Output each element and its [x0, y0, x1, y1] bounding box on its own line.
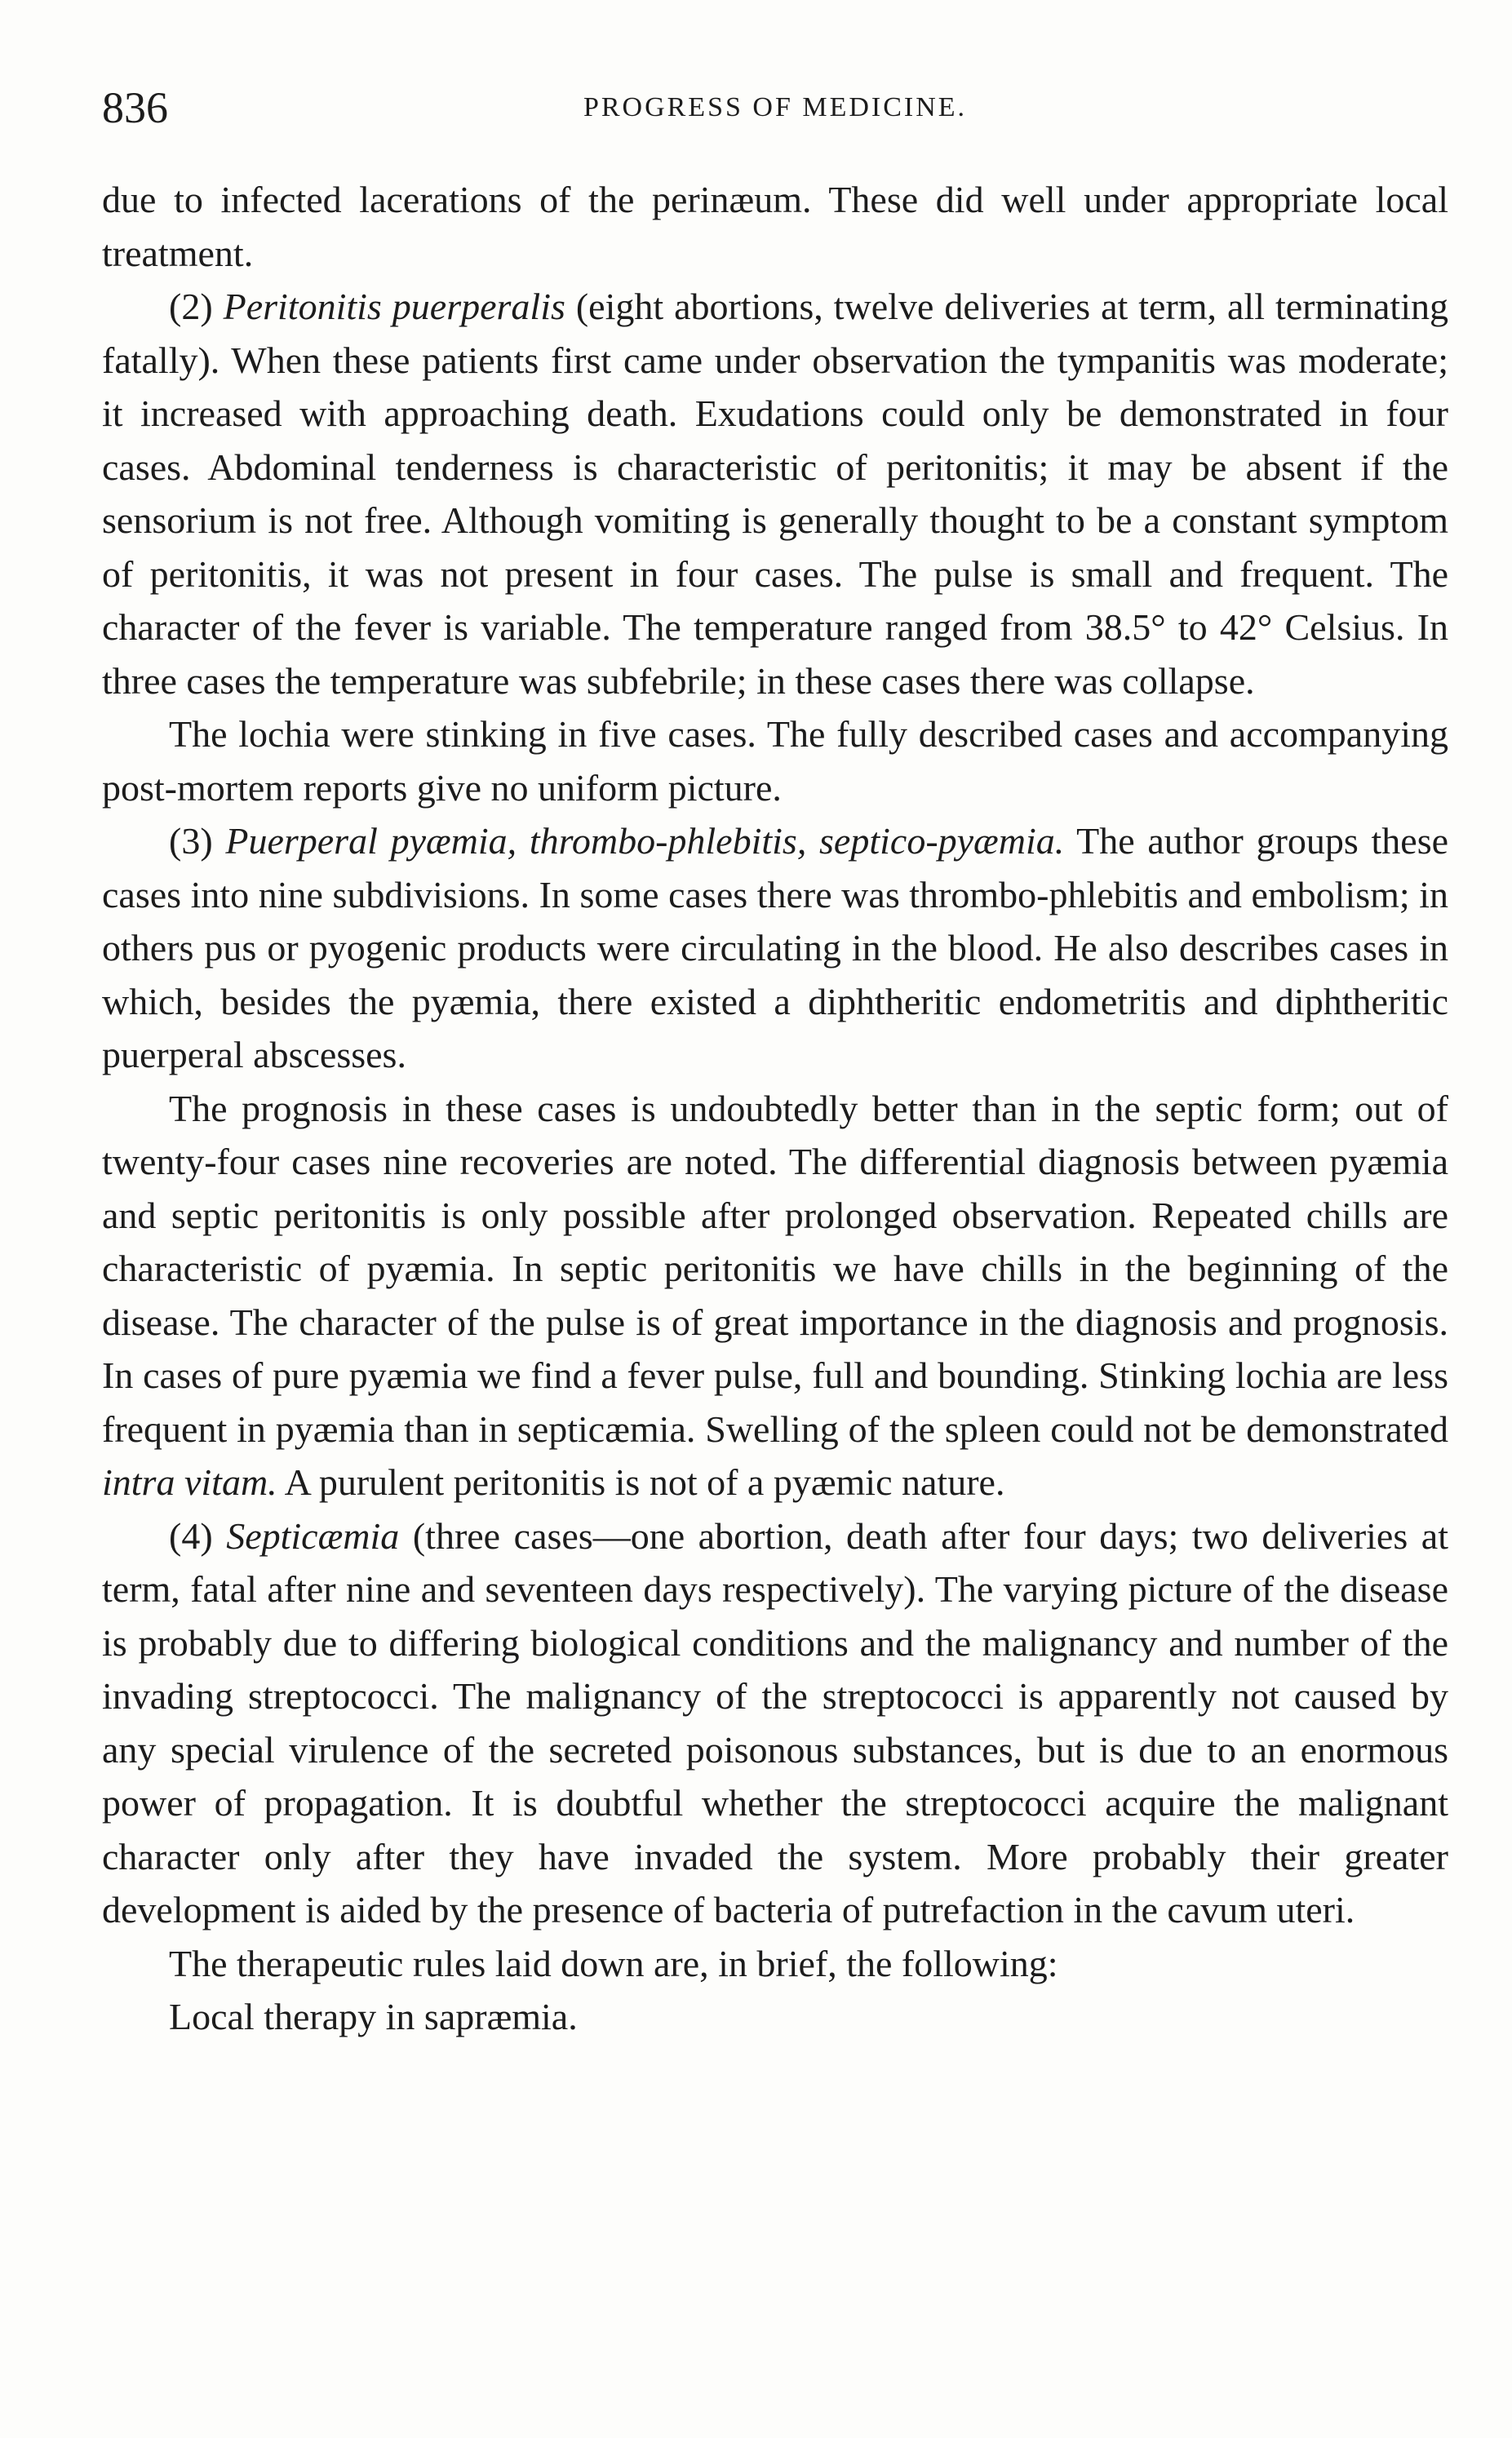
paragraph-text: The author groups these cases into nine subdivisions. In some cases there was thrombo-phlebitis and embolism; in others pus or pyogenic products were circulating in the blood. He also describes cases in which, besides the pyæmia, there existed a diphtheritic endometritis and diphtheritic puerperal abscesses.: [102, 820, 1449, 1075]
paragraph-2: [102, 280, 1448, 707]
paragraph-5: [102, 1082, 1448, 1509]
paragraph-8: Local therapy in sapræmia.: [169, 1996, 578, 2037]
paragraph-3: The lochia were stinking in five cases. The fully described cases and accompanying post-mortem reports give no uniform picture.: [102, 713, 1448, 809]
section-number: (2): [169, 286, 224, 327]
page-number: 836: [102, 83, 168, 132]
paragraph-text: A purulent peritonitis is not of a pyæmic nature.: [277, 1461, 1005, 1503]
running-head: PROGRESS OF MEDICINE.: [583, 92, 968, 122]
section-title: Puerperal pyæmia, thrombo-phlebitis, septico-pyæmia.: [225, 820, 1065, 862]
paragraph-7: The therapeutic rules laid down are, in brief, the following:: [169, 1942, 1058, 1984]
latin-phrase: intra vitam.: [102, 1461, 277, 1503]
section-title: Peritonitis puerperalis: [223, 286, 565, 327]
paragraph-text: (eight abortions, twelve deliveries at term, all terminating fatally). When these patients first came under observation the tympanitis was moderate; it increased with approaching death. Exudations could only be demonstrated in four cases. Abdominal tenderness is characteristic of peritonitis; it may be absent if the sensorium is not free. Although vomiting is generally thought to be a constant symptom of peritonitis, it was not present in four cases. The pulse is small and frequent. The character of the fever is variable. The temperature ranged from 38.5° to 42° Celsius. In three cases the temperature was subfebrile; in these cases there was collapse.: [102, 286, 1448, 702]
section-number: (3): [169, 820, 226, 862]
paragraph-1: due to infected lacerations of the perinæum. These did well under appropriate local treatment.: [102, 179, 1448, 274]
section-title: Septicæmia: [226, 1514, 400, 1557]
section-number: (4): [169, 1514, 227, 1557]
paragraph-6: [102, 1509, 1448, 1937]
paragraph-text: (three cases—one abortion, death after four days; two deliveries at term, fatal after nine and seventeen days respectively). The varying picture of the disease is probably due to differing biological conditions and the malignancy and number of the invading streptococci. The malignancy of the streptococci is apparently not caused by any special virulence of the secreted poisonous substances, but is due to an enormous power of propagation. It is doubtful whether the streptococci acquire the malignant character only after they have invaded the system. More probably their greater development is aided by the presence of bacteria of putrefaction in the cavum uteri.: [102, 1514, 1448, 1930]
paragraph-text: The prognosis in these cases is undoubtedly better than in the septic form; out of twenty-four cases nine recoveries are noted. The differential diagnosis between pyæmia and septic peritonitis is only possible after prolonged observation. Repeated chills are characteristic of pyæmia. In septic peritonitis we have chills in the beginning of the disease. The character of the pulse is of great importance in the diagnosis and prognosis. In cases of pure pyæmia we find a fever pulse, full and bounding. Stinking lochia are less frequent in pyæmia than in septicæmia. Swelling of the spleen could not be demonstrated: [102, 1087, 1448, 1450]
paragraph-4: [102, 814, 1448, 1082]
page-header: [102, 75, 1448, 140]
body-text: [102, 173, 1448, 2044]
